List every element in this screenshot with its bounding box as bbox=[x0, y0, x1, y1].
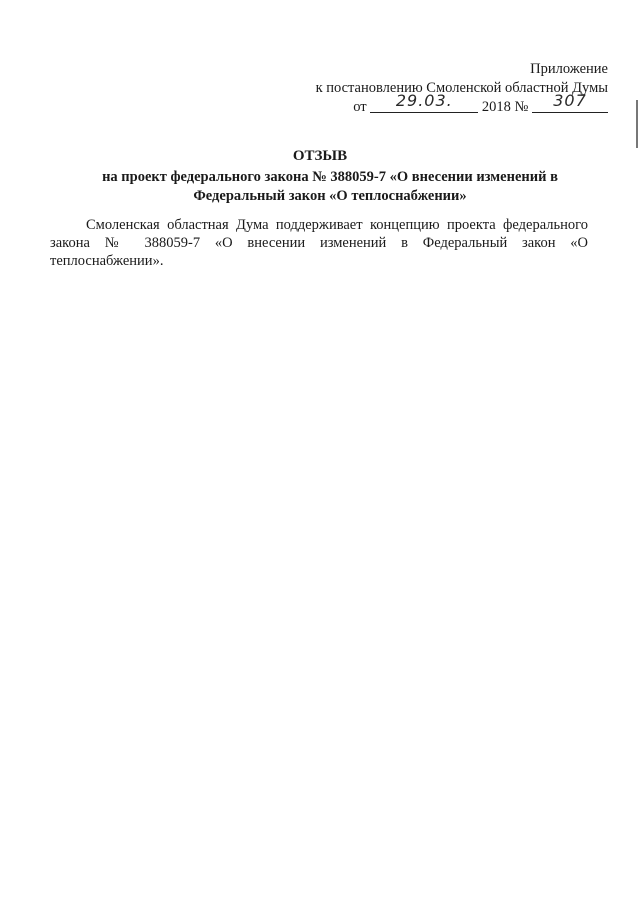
resolution-date-line bbox=[353, 91, 608, 116]
handwritten-number: 307 bbox=[553, 91, 587, 110]
document-title: ОТЗЫВ bbox=[292, 148, 348, 164]
body-paragraph: Смоленская областная Дума поддерживает концепцию проекта федерального закона № 388059-7 «О внесении изменений в Федеральный закон «О теплоснабжении». bbox=[50, 217, 588, 269]
appendix-resolution-ref: к постановлению Смоленской областной Думы bbox=[315, 80, 608, 96]
document-subtitle: на проект федерального закона № 388059-7 «О внесении изменений в Федеральный закон «О теплоснабжении» bbox=[102, 169, 558, 204]
scan-edge-mark bbox=[636, 100, 638, 148]
date-field bbox=[370, 91, 478, 113]
year-number-label: 2018 № bbox=[481, 99, 529, 115]
appendix-label: Приложение bbox=[530, 61, 608, 77]
date-prefix: от bbox=[353, 99, 367, 115]
number-field bbox=[532, 91, 608, 113]
handwritten-date: 29.03. bbox=[395, 91, 453, 110]
